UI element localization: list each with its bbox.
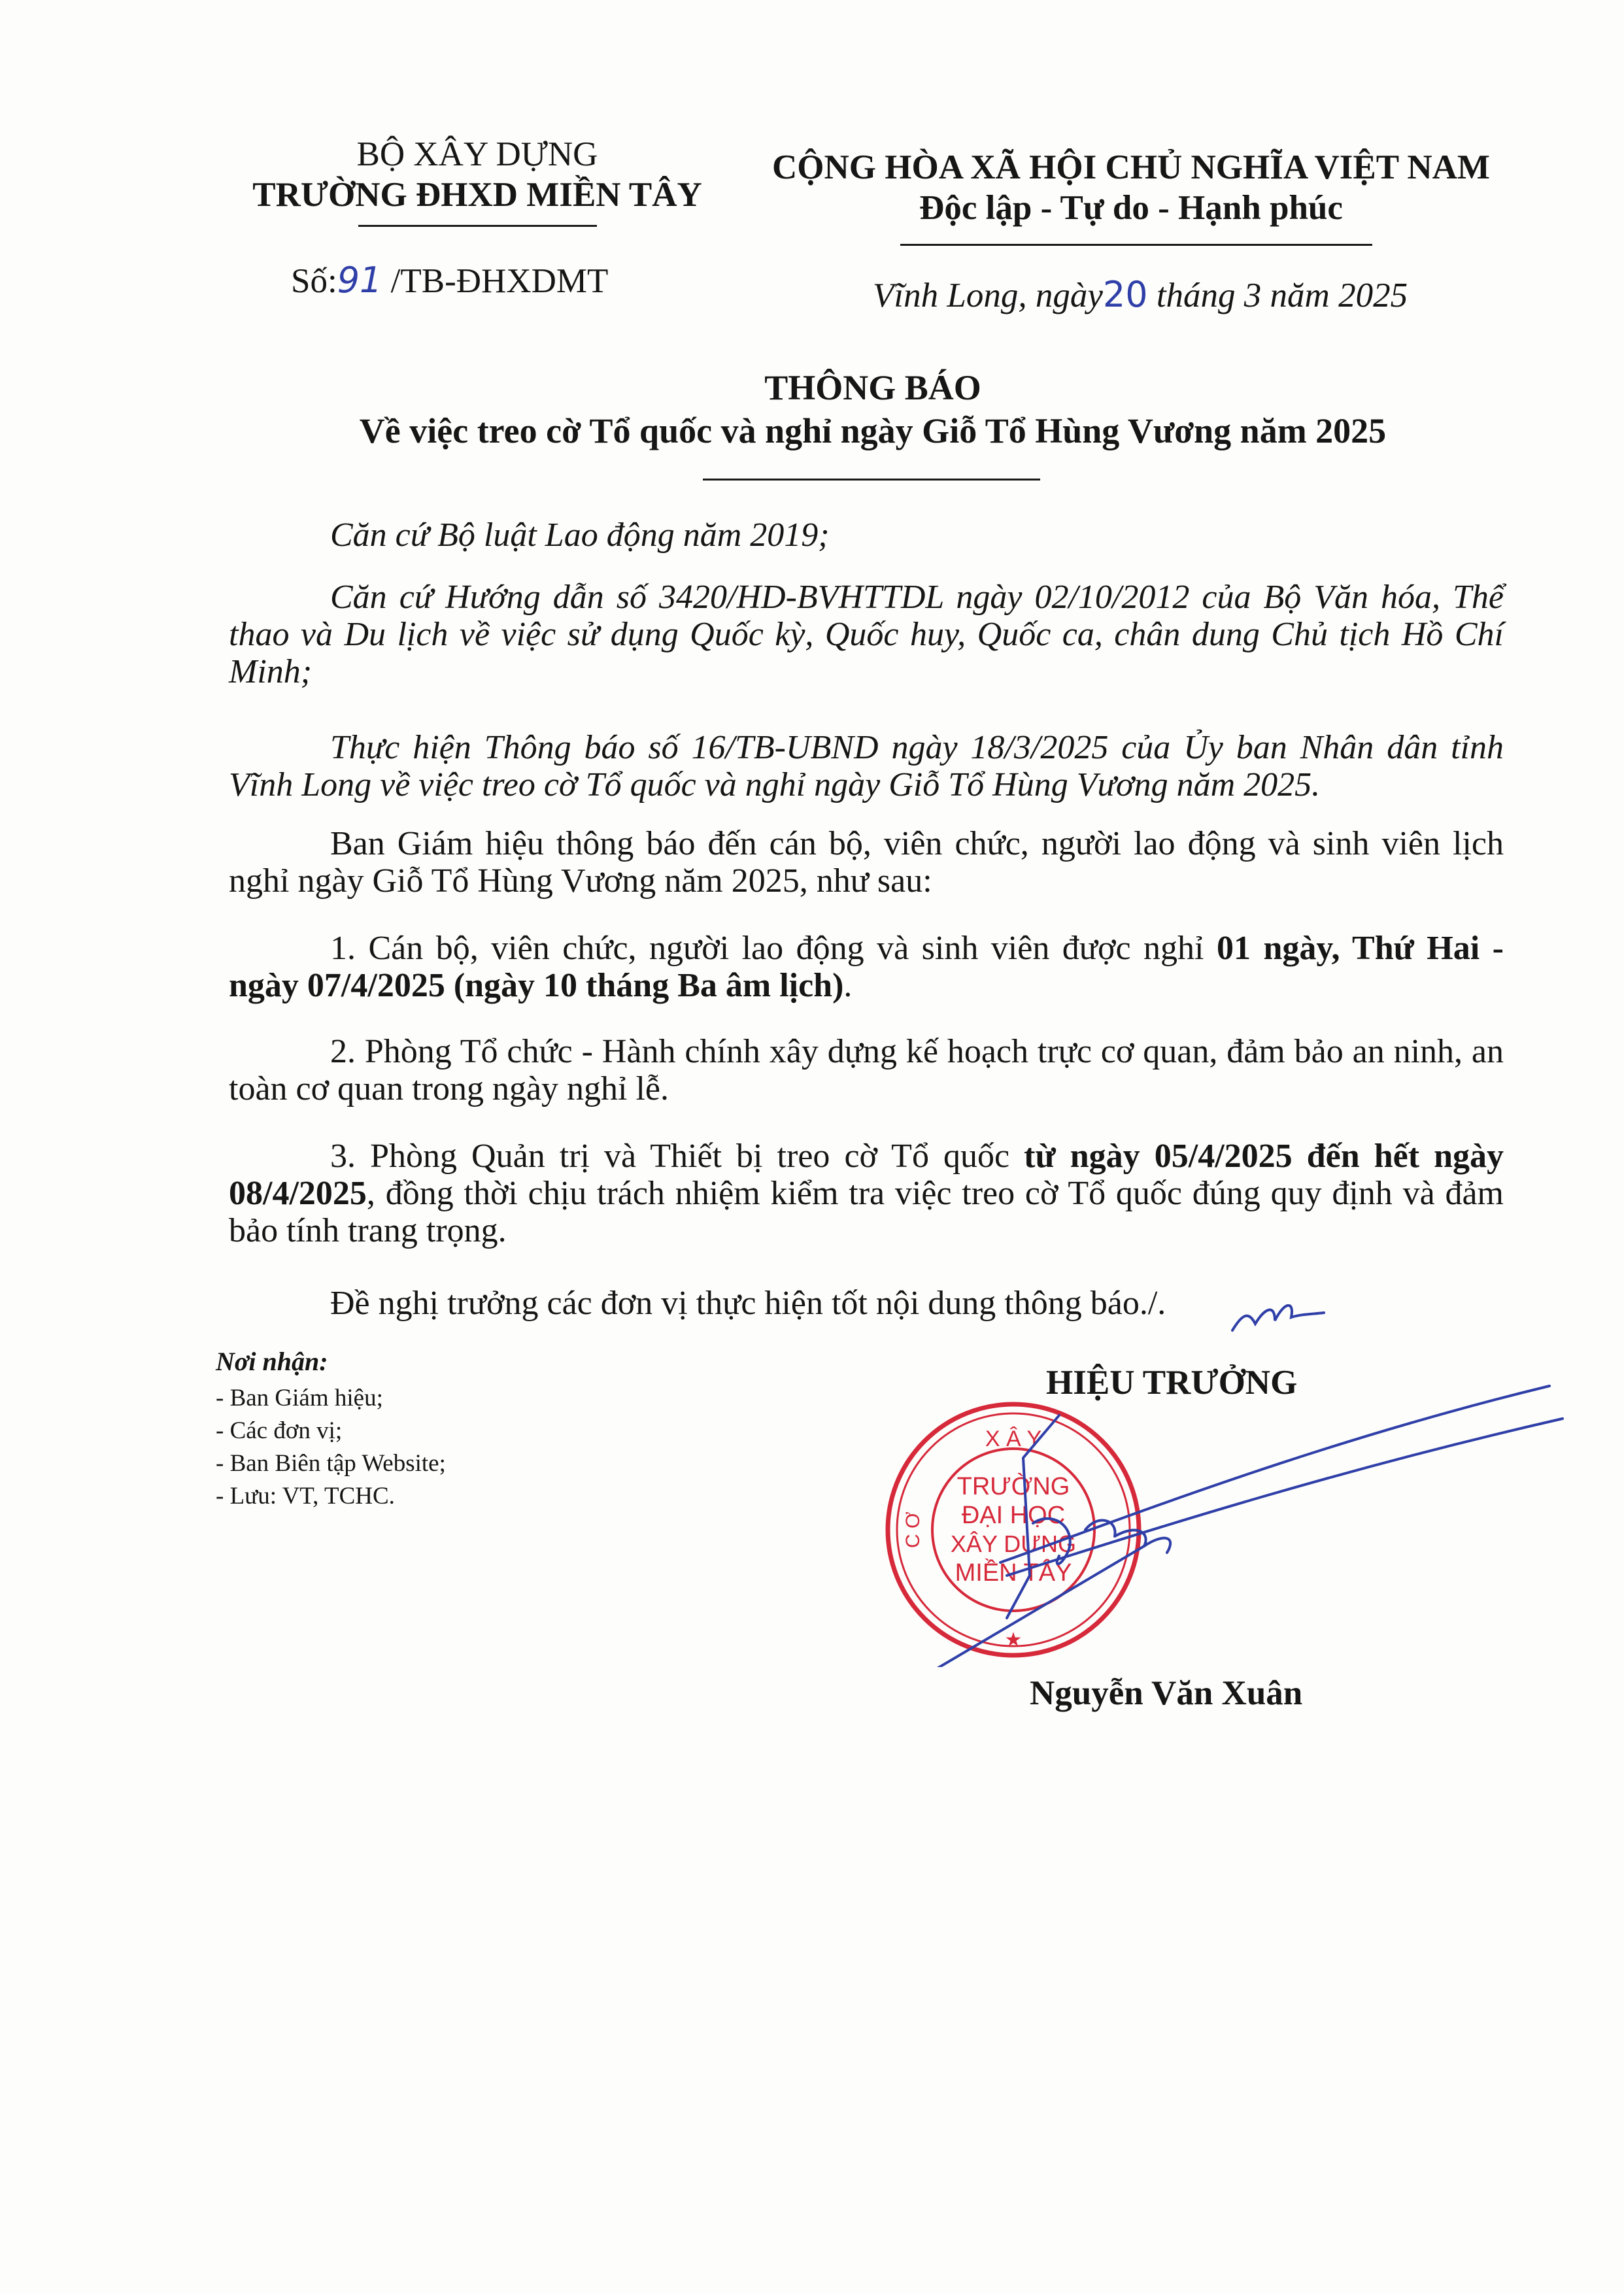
intro-paragraph: Ban Giám hiệu thông báo đến cán bộ, viên chức, người lao động và sinh viên lịch nghỉ ngày Giỗ Tổ Hùng Vương năm 2025, như sau: bbox=[229, 825, 1504, 900]
item-3-text: 3. Phòng Quản trị và Thiết bị treo cờ Tổ quốc bbox=[330, 1138, 1024, 1175]
place-date bbox=[873, 275, 1408, 316]
stamp-arc-top: X Â Y bbox=[985, 1426, 1042, 1451]
motto-underline bbox=[900, 244, 1372, 246]
place-date-suffix: tháng 3 năm 2025 bbox=[1156, 277, 1408, 314]
stamp-line-1: TRƯỜNG bbox=[956, 1473, 1070, 1500]
recipient-item: - Lưu: VT, TCHC. bbox=[216, 1483, 395, 1510]
stamp-star: ★ bbox=[1004, 1629, 1023, 1651]
recipients-block bbox=[216, 1345, 446, 1513]
school-name: TRƯỜNG ĐHXD MIỀN TÂY bbox=[252, 176, 702, 214]
doc-number-prefix: Số: bbox=[291, 262, 337, 300]
country-name: CỘNG HÒA XÃ HỘI CHỦ NGHĨA VIỆT NAM bbox=[772, 148, 1490, 186]
legal-basis-3: Thực hiện Thông báo số 16/TB-UBND ngày 18/3/2025 của Ủy ban Nhân dân tỉnh Vĩnh Long về việc treo cờ Tổ quốc và nghỉ ngày Giỗ Tổ Hùng Vương năm 2025. bbox=[229, 729, 1504, 803]
closing-line: Đề nghị trưởng các đơn vị thực hiện tốt nội dung thông báo./. bbox=[330, 1285, 1166, 1322]
initials-flourish bbox=[1229, 1294, 1327, 1340]
header-right bbox=[739, 147, 1523, 228]
item-1 bbox=[229, 930, 1504, 1004]
handwritten-signature bbox=[837, 1360, 1576, 1667]
recipient-item: - Ban Giám hiệu; bbox=[216, 1385, 383, 1411]
item-3-rest: , đồng thời chịu trách nhiệm kiểm tra việc treo cờ Tổ quốc đúng quy định và đảm bảo tính trang trọng. bbox=[229, 1175, 1504, 1249]
motto: Độc lập - Tự do - Hạnh phúc bbox=[919, 189, 1343, 227]
item-1-end: . bbox=[843, 967, 853, 1004]
item-3-dates: từ ngày 05/4/2025 đến hết ngày 08/4/2025 bbox=[229, 1138, 1504, 1212]
recipient-item: - Các đơn vị; bbox=[216, 1417, 343, 1444]
signer-name: Nguyễn Văn Xuân bbox=[1030, 1674, 1303, 1712]
item-2: 2. Phòng Tổ chức - Hành chính xây dựng kế hoạch trực cơ quan, đảm bảo an ninh, an toàn cơ quan trong ngày nghỉ lễ. bbox=[229, 1033, 1504, 1107]
title-underline bbox=[703, 479, 1040, 481]
stamp-line-4: MIỀN TÂY bbox=[955, 1559, 1072, 1587]
legal-basis-2: Căn cứ Hướng dẫn số 3420/HD-BVHTTDL ngày 02/10/2012 của Bộ Văn hóa, Thể thao và Du lịch về việc sử dụng Quốc kỳ, Quốc huy, Quốc ca, chân dung Chủ tịch Hồ Chí Minh; bbox=[229, 579, 1504, 690]
header-left-underline bbox=[358, 225, 597, 227]
place-date-prefix: Vĩnh Long, ngày bbox=[873, 277, 1103, 314]
signer-role: HIỆU TRƯỞNG bbox=[1046, 1364, 1298, 1402]
doc-number-suffix: /TB-ĐHXDMT bbox=[390, 262, 609, 300]
recipients-label: Nơi nhận: bbox=[216, 1347, 328, 1376]
title-subject: Về việc treo cờ Tổ quốc và nghỉ ngày Giỗ Tổ Hùng Vương năm 2025 bbox=[359, 411, 1387, 450]
doc-number-handwritten: 91 bbox=[337, 260, 382, 301]
title-main: THÔNG BÁO bbox=[764, 368, 981, 407]
day-handwritten: 20 bbox=[1102, 274, 1148, 315]
recipient-item: - Ban Biên tập Website; bbox=[216, 1450, 446, 1477]
item-1-date: 01 ngày, Thứ Hai - ngày 07/4/2025 (ngày 10 tháng Ba âm lịch) bbox=[229, 930, 1504, 1004]
header-left bbox=[216, 134, 739, 215]
stamp-line-2: ĐẠI HỌC bbox=[961, 1502, 1066, 1529]
stamp-arc-left: C Ơ bbox=[902, 1511, 924, 1548]
stamp-line-3: XÂY DỰNG bbox=[950, 1530, 1077, 1557]
document-number bbox=[291, 260, 608, 301]
item-1-text: 1. Cán bộ, viên chức, người lao động và sinh viên được nghỉ bbox=[330, 930, 1217, 967]
item-3 bbox=[229, 1138, 1504, 1249]
legal-basis-1: Căn cứ Bộ luật Lao động năm 2019; bbox=[330, 516, 830, 554]
notice-title bbox=[196, 366, 1549, 452]
ministry-name: BỘ XÂY DỰNG bbox=[356, 135, 598, 173]
